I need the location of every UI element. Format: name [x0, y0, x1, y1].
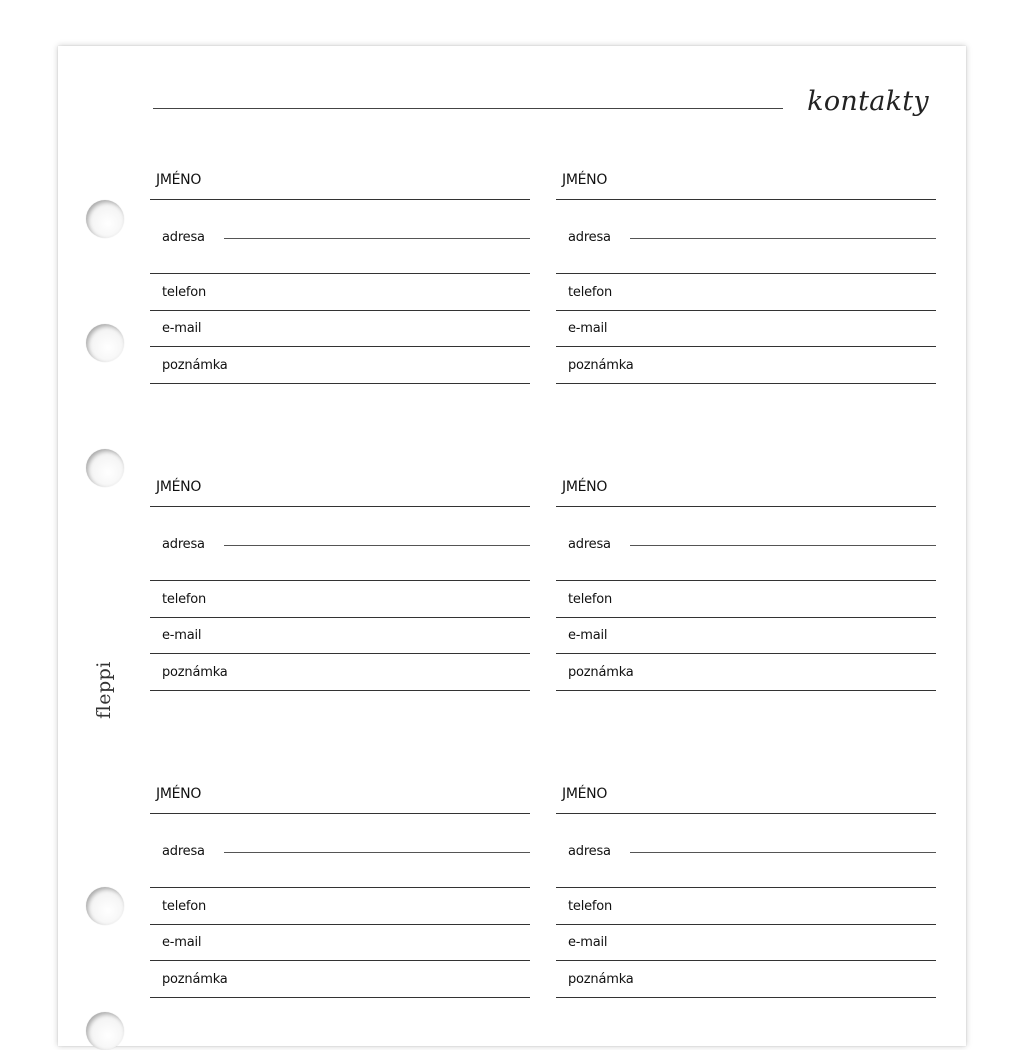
email-line[interactable]	[150, 960, 530, 961]
note-line[interactable]	[556, 383, 936, 384]
note-line[interactable]	[150, 690, 530, 691]
phone-line[interactable]	[150, 617, 530, 618]
email-line[interactable]	[150, 653, 530, 654]
name-line[interactable]	[556, 813, 936, 814]
email-label: e-mail	[162, 935, 202, 950]
address-line[interactable]	[630, 238, 936, 239]
contact-card	[150, 477, 530, 697]
phone-label: telefon	[568, 285, 613, 300]
phone-line[interactable]	[556, 617, 936, 618]
contact-card	[556, 477, 936, 697]
name-label: JMÉNO	[156, 786, 202, 802]
email-label: e-mail	[568, 321, 608, 336]
note-line[interactable]	[150, 383, 530, 384]
email-label: e-mail	[162, 628, 202, 643]
binder-hole	[86, 200, 124, 238]
name-line[interactable]	[556, 506, 936, 507]
address-label: adresa	[568, 844, 611, 859]
note-label: poznámka	[568, 358, 634, 373]
address-bottom-line[interactable]	[556, 887, 936, 888]
phone-label: telefon	[162, 285, 207, 300]
phone-label: telefon	[568, 899, 613, 914]
name-label: JMÉNO	[156, 479, 202, 495]
address-label: adresa	[162, 844, 205, 859]
address-label: adresa	[568, 230, 611, 245]
phone-label: telefon	[162, 592, 207, 607]
binder-hole	[86, 324, 124, 362]
address-line[interactable]	[224, 238, 530, 239]
note-label: poznámka	[162, 665, 228, 680]
email-line[interactable]	[556, 960, 936, 961]
binder-hole	[86, 887, 124, 925]
email-line[interactable]	[150, 346, 530, 347]
phone-line[interactable]	[150, 310, 530, 311]
name-label: JMÉNO	[562, 786, 608, 802]
email-label: e-mail	[568, 628, 608, 643]
header-rule	[153, 108, 783, 109]
phone-label: telefon	[162, 899, 207, 914]
name-line[interactable]	[556, 199, 936, 200]
phone-line[interactable]	[556, 310, 936, 311]
name-line[interactable]	[150, 199, 530, 200]
note-line[interactable]	[556, 690, 936, 691]
binder-hole	[86, 1012, 124, 1050]
email-label: e-mail	[568, 935, 608, 950]
note-label: poznámka	[568, 972, 634, 987]
note-line[interactable]	[556, 997, 936, 998]
brand-logo: fleppi	[93, 661, 115, 719]
note-label: poznámka	[162, 972, 228, 987]
contact-card	[150, 170, 530, 390]
email-line[interactable]	[556, 346, 936, 347]
address-line[interactable]	[630, 852, 936, 853]
name-label: JMÉNO	[562, 479, 608, 495]
page-title: kontakty	[807, 86, 929, 117]
name-line[interactable]	[150, 506, 530, 507]
address-label: adresa	[162, 230, 205, 245]
note-line[interactable]	[150, 997, 530, 998]
name-label: JMÉNO	[156, 172, 202, 188]
address-bottom-line[interactable]	[556, 580, 936, 581]
contact-card	[556, 170, 936, 390]
email-line[interactable]	[556, 653, 936, 654]
contact-card	[556, 784, 936, 1004]
address-label: adresa	[568, 537, 611, 552]
phone-line[interactable]	[150, 924, 530, 925]
address-bottom-line[interactable]	[556, 273, 936, 274]
address-line[interactable]	[224, 545, 530, 546]
name-line[interactable]	[150, 813, 530, 814]
address-bottom-line[interactable]	[150, 580, 530, 581]
phone-label: telefon	[568, 592, 613, 607]
note-label: poznámka	[568, 665, 634, 680]
binder-hole	[86, 449, 124, 487]
phone-line[interactable]	[556, 924, 936, 925]
address-line[interactable]	[630, 545, 936, 546]
address-label: adresa	[162, 537, 205, 552]
email-label: e-mail	[162, 321, 202, 336]
address-line[interactable]	[224, 852, 530, 853]
note-label: poznámka	[162, 358, 228, 373]
address-bottom-line[interactable]	[150, 887, 530, 888]
contact-card	[150, 784, 530, 1004]
address-bottom-line[interactable]	[150, 273, 530, 274]
name-label: JMÉNO	[562, 172, 608, 188]
